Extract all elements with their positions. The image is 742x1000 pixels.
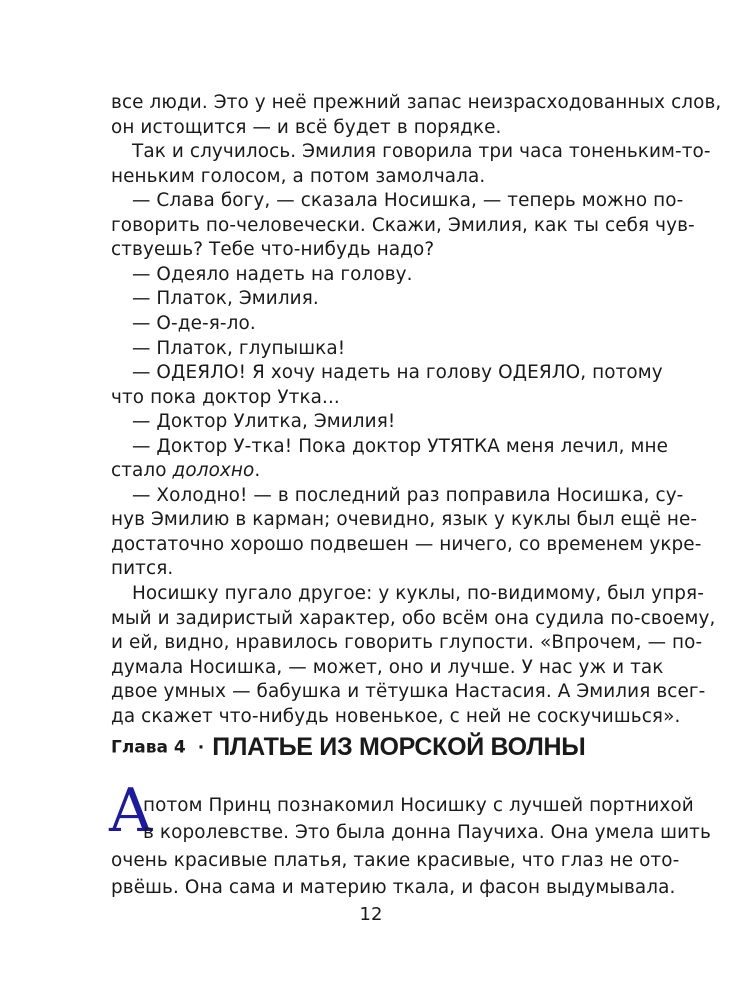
chapter-separator: · xyxy=(197,737,205,758)
text-span: . xyxy=(254,460,261,481)
text-line: да скажет что-нибудь новенькое, с ней не соскучишься». xyxy=(111,706,681,727)
text-line: нув Эмилию в карман; очевидно, язык у куклы был ещё не- xyxy=(111,509,698,530)
text-line: в королевстве. Это была донна Паучиха. Она умела шить xyxy=(143,822,711,843)
text-line: Так и случилось. Эмилия говорила три часа тоненьким-то- xyxy=(132,141,711,162)
page-number: 12 xyxy=(359,904,383,925)
text-line: ствуешь? Тебе что-нибудь надо? xyxy=(111,239,435,260)
italic-word: долохно xyxy=(172,460,255,481)
text-line: думала Носишка, — может, оно и лучше. У нас уж и так xyxy=(111,657,664,678)
text-line: — ОДЕЯЛО! Я хочу надеть на голову ОДЕЯЛО, потому xyxy=(132,362,663,383)
text-line: рвёшь. Она сама и материю ткала, и фасон выдумывала. xyxy=(111,877,676,898)
text-line: — Платок, глупышка! xyxy=(132,338,346,359)
drop-cap: А xyxy=(108,776,154,846)
text-line: он истощится — и всё будет в порядке. xyxy=(111,117,502,138)
chapter-title: ПЛАТЬЕ ИЗ МОРСКОЙ ВОЛНЫ xyxy=(212,733,586,761)
text-line: потом Принц познакомил Носишку с лучшей портнихой xyxy=(143,795,694,816)
text-line: все люди. Это у неё прежний запас неизрасходованных слов, xyxy=(111,92,722,113)
text-line: Носишку пугало другое: у куклы, по-видимому, был упря- xyxy=(132,583,704,604)
text-line: пится. xyxy=(111,558,174,579)
text-line: очень красивые платья, такие красивые, что глаз не ото- xyxy=(111,850,680,871)
text-line: достаточно хорошо подвешен — ничего, со временем укре- xyxy=(111,534,702,555)
text-line: — Доктор Улитка, Эмилия! xyxy=(132,411,396,432)
text-line: — Одеяло надеть на голову. xyxy=(132,264,413,285)
text-line xyxy=(0,457,742,485)
text-line: говорить по-человечески. Скажи, Эмилия, как ты себя чув- xyxy=(111,215,695,236)
text-line: — Холодно! — в последний раз поправила Носишка, су- xyxy=(132,485,684,506)
text-line: мый и задиристый характер, обо всём она судила по-своему, xyxy=(111,608,716,629)
text-line: — Платок, Эмилия. xyxy=(132,288,319,309)
text-line: что пока доктор Утка... xyxy=(111,387,340,408)
text-line: и ей, видно, нравилось говорить глупости. «Впрочем, — по- xyxy=(111,632,703,653)
chapter-heading xyxy=(111,733,585,773)
text-span: стало xyxy=(111,460,173,481)
text-line: — О-де-я-ло. xyxy=(132,313,256,334)
text-line: — Доктор У-тка! Пока доктор УТЯТКА меня лечил, мне xyxy=(132,436,669,457)
chapter-label: Глава 4 xyxy=(111,737,186,758)
text-line: неньким голосом, а потом замолчала. xyxy=(111,166,486,187)
text-line: двое умных — бабушка и тётушка Настасия. А Эмилия всег- xyxy=(111,681,706,702)
text-line: — Слава богу, — сказала Носишка, — теперь можно по- xyxy=(132,190,684,211)
